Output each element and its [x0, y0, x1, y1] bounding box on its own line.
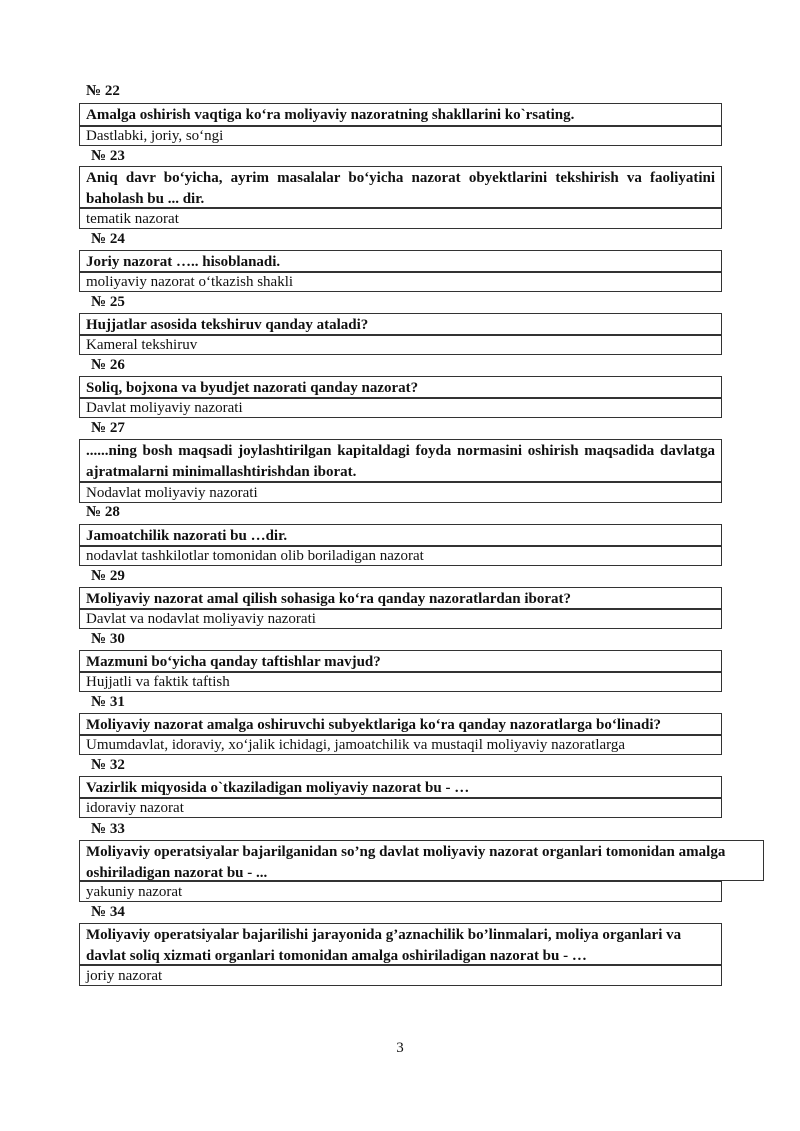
- question-number: № 30: [91, 631, 125, 647]
- question-number: № 22: [86, 83, 120, 99]
- question-number: № 23: [91, 148, 125, 164]
- question-text: Jamoatchilik nazorati bu …dir.: [79, 524, 722, 546]
- question-text: ......ning bosh maqsadi joylashtirilgan kapitaldagi foyda normasini oshirish maqsadida davlatga ajratmalarni minimallashtirishdan iborat.: [79, 439, 722, 482]
- question-number: № 29: [91, 568, 125, 584]
- answer-text: Umumdavlat, idoraviy, xo‘jalik ichidagi, jamoatchilik va mustaqil moliyaviy nazoratlarga: [79, 735, 722, 755]
- question-number: № 31: [91, 694, 125, 710]
- answer-text: Kameral tekshiruv: [79, 335, 722, 355]
- question-number: № 24: [91, 231, 125, 247]
- question-number: № 25: [91, 294, 125, 310]
- question-number: № 34: [91, 904, 125, 920]
- question-text: Mazmuni bo‘yicha qanday taftishlar mavjud?: [79, 650, 722, 672]
- question-text: Moliyaviy operatsiyalar bajarilganidan so’ng davlat moliyaviy nazorat organlari tomonidan amalga oshiriladigan nazorat bu - ...: [79, 840, 764, 881]
- question-text: Hujjatlar asosida tekshiruv qanday ataladi?: [79, 313, 722, 335]
- question-number: № 33: [91, 821, 125, 837]
- question-text: Aniq davr bo‘yicha, ayrim masalalar bo‘yicha nazorat obyektlarini tekshirish va faoliyatini baholash bu ... dir.: [79, 166, 722, 208]
- answer-text: Davlat va nodavlat moliyaviy nazorati: [79, 609, 722, 629]
- page-number: 3: [396, 1040, 404, 1056]
- question-text: Moliyaviy nazorat amalga oshiruvchi subyektlariga ko‘ra qanday nazoratlarga bo‘linadi?: [79, 713, 722, 735]
- answer-text: joriy nazorat: [79, 965, 722, 986]
- answer-text: tematik nazorat: [79, 208, 722, 229]
- answer-text: yakuniy nazorat: [79, 881, 722, 902]
- question-text: Moliyaviy nazorat amal qilish sohasiga ko‘ra qanday nazoratlardan iborat?: [79, 587, 722, 609]
- question-number: № 28: [86, 504, 120, 520]
- answer-text: idoraviy nazorat: [79, 798, 722, 818]
- question-text: Joriy nazorat ….. hisoblanadi.: [79, 250, 722, 272]
- answer-text: Davlat moliyaviy nazorati: [79, 398, 722, 418]
- answer-text: moliyaviy nazorat o‘tkazish shakli: [79, 272, 722, 292]
- question-text: Soliq, bojxona va byudjet nazorati qanday nazorat?: [79, 376, 722, 398]
- answer-text: nodavlat tashkilotlar tomonidan olib boriladigan nazorat: [79, 546, 722, 566]
- question-text: Vazirlik miqyosida o`tkaziladigan moliyaviy nazorat bu - …: [79, 776, 722, 798]
- answer-text: Hujjatli va faktik taftish: [79, 672, 722, 692]
- question-text: Moliyaviy operatsiyalar bajarilishi jarayonida g’aznachilik bo’linmalari, moliya organlari va davlat soliq xizmati organlari tomonidan amalga oshiriladigan nazorat bu - …: [79, 923, 722, 965]
- answer-text: Dastlabki, joriy, so‘ngi: [79, 126, 722, 146]
- question-text: Amalga oshirish vaqtiga ko‘ra moliyaviy nazoratning shakllarini ko`rsating.: [79, 103, 722, 126]
- answer-text: Nodavlat moliyaviy nazorati: [79, 482, 722, 503]
- question-number: № 32: [91, 757, 125, 773]
- question-number: № 26: [91, 357, 125, 373]
- question-number: № 27: [91, 420, 125, 436]
